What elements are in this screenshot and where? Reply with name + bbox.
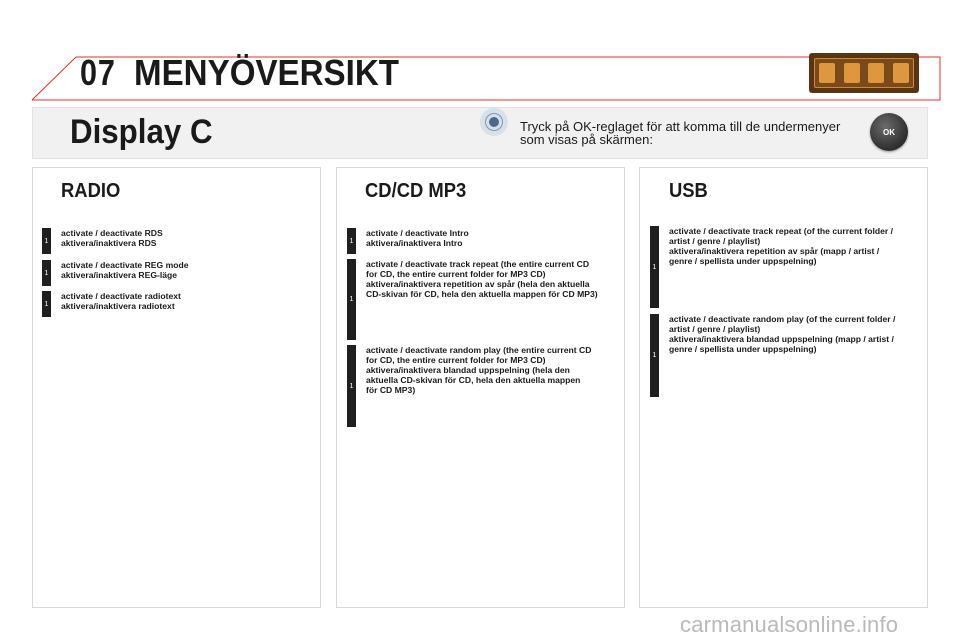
media-icon bbox=[844, 63, 860, 83]
display-title: Display C bbox=[70, 113, 213, 151]
tip-text bbox=[520, 120, 850, 146]
level-marker: 1 bbox=[650, 226, 659, 308]
radio-panel bbox=[32, 167, 321, 608]
panel-title-radio: RADIO bbox=[61, 180, 121, 202]
item-line: aktivera/inaktivera repetition av spår (mapp / artist / bbox=[669, 246, 880, 256]
level-marker: 1 bbox=[42, 260, 51, 286]
tip-icon bbox=[480, 108, 508, 136]
item-line: aktivera/inaktivera blandad uppspelning (hela den bbox=[366, 365, 570, 375]
item-line: activate / deactivate RDS bbox=[61, 228, 163, 238]
item-line: aktivera/inaktivera Intro bbox=[366, 238, 463, 248]
item-line: for CD, the entire current folder for MP3 CD) bbox=[366, 355, 546, 365]
item-line: activate / deactivate REG mode bbox=[61, 260, 189, 270]
tip-line: Tryck på OK-reglaget för att komma till de undermenyer bbox=[520, 119, 841, 134]
item-line: artist / genre / playlist) bbox=[669, 236, 761, 246]
item-line: activate / deactivate random play (the entire current CD bbox=[366, 345, 592, 355]
item-line: aktivera/inaktivera repetition av spår (hela den aktuella bbox=[366, 279, 590, 289]
item-line: activate / deactivate track repeat (the entire current CD bbox=[366, 259, 590, 269]
item-line: activate / deactivate Intro bbox=[366, 228, 469, 238]
item-line: aktivera/inaktivera radiotext bbox=[61, 301, 175, 311]
level-marker: 1 bbox=[650, 314, 659, 397]
item-line: activate / deactivate random play (of the current folder / bbox=[669, 314, 896, 324]
item-line: för CD MP3) bbox=[366, 385, 416, 395]
cd-panel bbox=[336, 167, 625, 608]
item-line: aktivera/inaktivera RDS bbox=[61, 238, 157, 248]
item-line: activate / deactivate track repeat (of the current folder / bbox=[669, 226, 893, 236]
radio-icon bbox=[819, 63, 835, 83]
level-marker: 1 bbox=[347, 259, 356, 340]
item-line: genre / spellista under uppspelning) bbox=[669, 256, 817, 266]
ok-button[interactable]: OK bbox=[870, 113, 908, 151]
settings-icon bbox=[868, 63, 884, 83]
item-line: artist / genre / playlist) bbox=[669, 324, 761, 334]
item-line: aktivera/inaktivera blandad uppspelning (mapp / artist / bbox=[669, 334, 894, 344]
menu-overview-icon bbox=[809, 53, 919, 93]
item-line: genre / spellista under uppspelning) bbox=[669, 344, 817, 354]
item-line: activate / deactivate radiotext bbox=[61, 291, 181, 301]
tip-line: som visas på skärmen: bbox=[520, 132, 653, 147]
level-marker: 1 bbox=[347, 228, 356, 254]
phone-icon bbox=[893, 63, 909, 83]
level-marker: 1 bbox=[42, 291, 51, 317]
panel-title-usb: USB bbox=[669, 180, 708, 202]
level-marker: 1 bbox=[42, 228, 51, 254]
item-line: for CD, the entire current folder for MP3 CD) bbox=[366, 269, 546, 279]
level-marker: 1 bbox=[347, 345, 356, 427]
panel-title-cd: CD/CD MP3 bbox=[365, 180, 467, 202]
usb-panel bbox=[639, 167, 928, 608]
item-line: CD-skivan för CD, hela den aktuella mappen för CD MP3) bbox=[366, 289, 598, 299]
chapter-number: 07 bbox=[80, 52, 116, 93]
item-line: aktuella CD-skivan för CD, hela den aktuella mappen bbox=[366, 375, 581, 385]
watermark: carmanualsonline.info bbox=[680, 612, 899, 637]
chapter-title: MENYÖVERSIKT bbox=[134, 52, 400, 93]
item-line: aktivera/inaktivera REG-läge bbox=[61, 270, 178, 280]
